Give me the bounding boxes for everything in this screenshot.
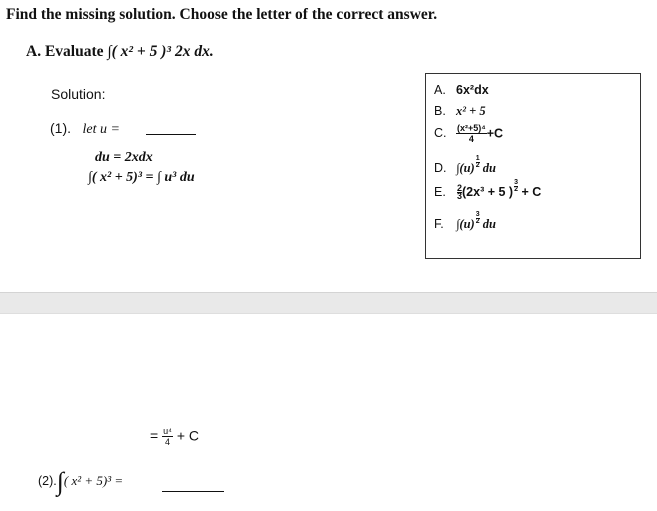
problem-expression: ∫( x² + 5 )³ 2x dx.	[107, 43, 214, 60]
problem-label: A. Evaluate	[26, 43, 104, 60]
problem-statement	[26, 43, 214, 61]
step-3-numerator: u⁴	[163, 426, 172, 436]
choice-e-letter: E.	[434, 185, 446, 200]
choice-e-text: (2x³ + 5 )	[462, 185, 514, 200]
choice-c-letter: C.	[434, 126, 447, 141]
choice-a-text: 6x²dx	[456, 83, 489, 97]
step-3-suffix: + C	[176, 427, 200, 444]
step-2-expression: ( x² + 5)³ =	[63, 473, 124, 488]
step-2-number: (2).	[38, 474, 57, 488]
step-3-equals: =	[150, 427, 159, 444]
choice-c-fraction	[456, 124, 487, 144]
choice-a-letter: A.	[434, 83, 446, 97]
choice-f-exp-num: 3	[475, 211, 480, 218]
choice-d-exp-num: 1	[475, 155, 480, 162]
choice-d-suffix: du	[479, 161, 496, 176]
step-3-denominator: 4	[165, 437, 171, 447]
choice-f-suffix: du	[479, 217, 496, 232]
solution-label: Solution:	[51, 86, 106, 102]
choice-c-denominator: 4	[468, 134, 474, 144]
choice-c-numerator: (x²+5)⁴	[457, 123, 486, 133]
step-1-text: let u =	[82, 122, 120, 137]
choice-d-letter: D.	[434, 161, 447, 176]
step-substitution: ∫( x² + 5)³ = ∫ u³ du	[88, 170, 195, 185]
choice-b[interactable]	[434, 104, 486, 119]
choice-c[interactable]	[434, 124, 503, 144]
answer-blank-2[interactable]	[162, 491, 224, 492]
choice-e-coef-den: 3	[457, 191, 463, 202]
choice-c-suffix: +C	[486, 126, 504, 141]
answer-choices-box	[425, 73, 641, 259]
choice-e-coef-num: 2	[457, 182, 463, 193]
choice-a[interactable]	[434, 83, 489, 97]
choice-e-exp-den: 2	[514, 185, 518, 193]
step-1	[50, 120, 120, 138]
choice-f[interactable]	[434, 212, 496, 232]
choice-d-text: ∫(u)	[456, 161, 475, 176]
step-1-number: (1).	[50, 120, 71, 136]
step-du: du = 2xdx	[95, 150, 153, 165]
choice-f-exp-den: 2	[475, 217, 480, 225]
step-integrated-result	[150, 427, 199, 447]
choice-f-text: ∫(u)	[456, 217, 475, 232]
answer-blank-1[interactable]	[146, 134, 196, 135]
step-2	[38, 467, 124, 497]
page-separator	[0, 292, 657, 314]
choice-e[interactable]	[434, 180, 541, 201]
step-3-fraction	[162, 427, 173, 447]
instruction-text: Find the missing solution. Choose the letter of the correct answer.	[6, 6, 438, 23]
choice-e-exp-num: 3	[514, 179, 518, 186]
choice-b-text: x² + 5	[456, 104, 486, 118]
choice-e-suffix: + C	[517, 185, 542, 200]
choice-d-exp-den: 2	[475, 161, 480, 169]
integral-sign: ∫	[56, 467, 64, 497]
choice-f-letter: F.	[434, 217, 444, 232]
choice-d[interactable]	[434, 156, 496, 176]
choice-b-letter: B.	[434, 104, 446, 118]
